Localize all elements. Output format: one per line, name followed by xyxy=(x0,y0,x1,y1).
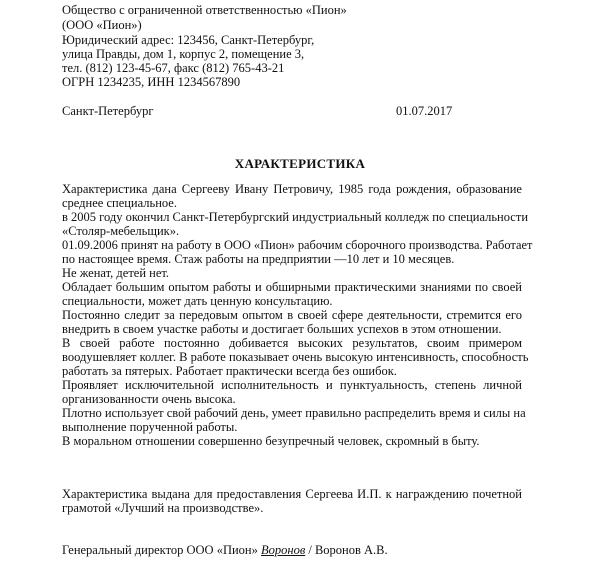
signatory-position: Генеральный директор ООО «Пион» xyxy=(62,543,258,557)
body-line: воодушевляет коллег. В работе показывает очень высокую интенсивность, способность xyxy=(62,350,529,364)
body-line: выполнение порученной работы. xyxy=(62,420,238,434)
body-line: организованности очень высока. xyxy=(62,392,236,406)
body-line: Характеристика дана Сергееву Ивану Петровичу, 1985 года рождения, образование xyxy=(62,182,522,196)
ogrn-inn: ОГРН 1234235, ИНН 1234567890 xyxy=(62,75,241,89)
date: 01.07.2017 xyxy=(396,104,453,118)
body-line: Обладает большим опытом работы и обширными практическими знаниями по своей xyxy=(62,280,522,294)
body-line: внедрить в своем участке работы и достигает больших успехов в этом отношении. xyxy=(62,322,502,336)
document-title: ХАРАКТЕРИСТИКА xyxy=(234,156,366,171)
body-line: Плотно использует свой рабочий день, умеет правильно распределить время и силы на xyxy=(62,406,526,420)
body-line: Постоянно следит за передовым опытом в своей сфере деятельности, стремится его xyxy=(62,308,522,322)
signatory-name: / Воронов А.В. xyxy=(308,543,388,557)
issued-line: грамотой «Лучший на производстве». xyxy=(62,501,264,515)
body-line: В моральном отношении совершенно безупречный человек, скромный в быту. xyxy=(62,434,480,448)
body-line: В своей работе постоянно добивается высоких результатов, своим примером xyxy=(62,336,522,350)
body-line: «Столяр-мебельщик». xyxy=(62,224,180,238)
signature: Воронов xyxy=(260,543,306,557)
body-line: специальности, может дать ценную консультацию. xyxy=(62,294,333,308)
issued-line: Характеристика выдана для предоставления Сергеева И.П. к награждению почетной xyxy=(62,487,522,501)
org-short-name: (ООО «Пион») xyxy=(62,18,142,32)
body-line: среднее специальное. xyxy=(62,196,177,210)
body-line: Не женат, детей нет. xyxy=(62,266,170,280)
body-line: работать за пятерых. Работает практически всегда без ошибок. xyxy=(62,364,397,378)
phone-fax: тел. (812) 123-45-67, факс (812) 765-43-21 xyxy=(62,61,285,75)
org-name: Общество с ограниченной ответственностью «Пион» xyxy=(62,3,347,17)
street-address: улица Правды, дом 1, корпус 2, помещение 3, xyxy=(62,47,305,61)
body-line: Проявляет исключительной исполнительность и пунктуальность, степень личной xyxy=(62,378,522,392)
place: Санкт-Петербург xyxy=(62,104,154,118)
body-line: по настоящее время. Стаж работы на предприятии —10 лет и 10 месяцев. xyxy=(62,252,455,266)
legal-address: Юридический адрес: 123456, Санкт-Петербург, xyxy=(62,33,315,47)
signature-line xyxy=(62,543,522,557)
body-line: в 2005 году окончил Санкт-Петербургский индустриальный колледж по специальности xyxy=(62,210,529,224)
body-line: 01.09.2006 принят на работу в ООО «Пион» рабочим сборочного производства. Работает xyxy=(62,238,533,252)
